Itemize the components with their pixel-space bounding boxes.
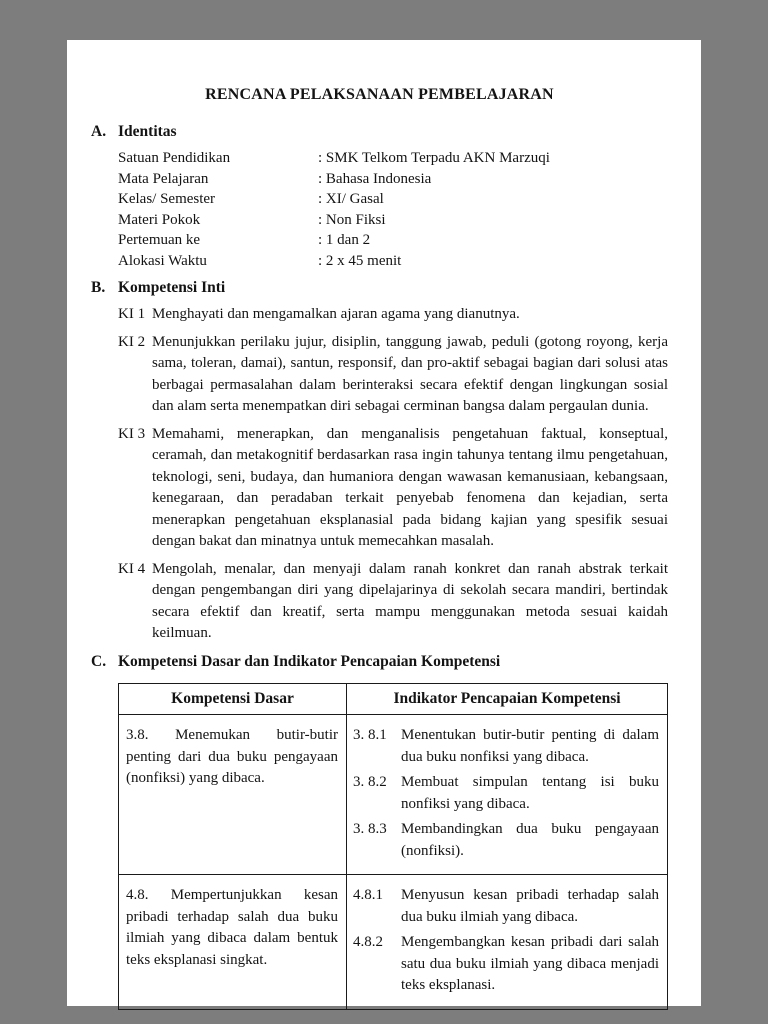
table-row: [119, 875, 668, 1010]
kd-indikator-table: [118, 683, 668, 1010]
ki-code: KI 2: [118, 333, 146, 350]
identitas-value: : Bahasa Indonesia: [318, 170, 432, 187]
indikator-cell: [347, 715, 668, 875]
identitas-row: [118, 251, 668, 272]
indikator-code: 3. 8.2: [353, 774, 387, 790]
identitas-row: [118, 169, 668, 190]
section-heading-kompetensi-dasar: [91, 651, 668, 673]
document-title: RENCANA PELAKSANAAN PEMBELAJARAN: [205, 86, 554, 103]
kd-cell: 4.8. Mempertunjukkan kesan pribadi terhadap salah dua buku ilmiah yang dibaca dalam bentuk teks eksplanasi singkat.: [119, 875, 347, 1010]
indikator-code: 4.8.1: [353, 887, 383, 903]
identitas-label: Satuan Pendidikan: [118, 150, 231, 167]
ki-item: [118, 424, 668, 553]
section-letter: B.: [91, 279, 106, 297]
identitas-value: : XI/ Gasal: [318, 191, 384, 208]
identitas-row: [118, 230, 668, 251]
identitas-label: Mata Pelajaran: [118, 170, 209, 187]
identitas-label: Pertemuan ke: [118, 232, 201, 249]
kd-cell: 3.8. Menemukan butir-butir penting dari dua buku pengayaan (nonfiksi) yang dibaca.: [119, 715, 347, 875]
indikator-text: Menentukan butir-butir penting di dalam dua buku nonfiksi yang dibaca.: [401, 727, 659, 765]
section-letter: C.: [91, 652, 107, 670]
ki-text: Menghayati dan mengamalkan ajaran agama yang dianutnya.: [152, 306, 520, 323]
table-header-row: [119, 683, 668, 714]
identitas-row: [118, 148, 668, 169]
ki-text: Menunjukkan perilaku jujur, disiplin, tanggung jawab, peduli (gotong royong, kerja sama, toleran, damai), santun, responsif, dan pro-aktif sebagai bagian dari solusi atas berbagai permasalahan dalam berinteraksi secara efektif dengan lingkungan sosial dan alam serta menempatkan diri sebagai cerminan bangsa dalam pergaulan dunia.: [152, 333, 668, 415]
ki-code: KI 4: [118, 560, 146, 577]
identitas-label: Materi Pokok: [118, 211, 201, 228]
section-title: Kompetensi Inti: [118, 279, 226, 297]
table-row: [119, 715, 668, 875]
identitas-value: : SMK Telkom Terpadu AKN Marzuqi: [318, 150, 550, 167]
table-header-kompetensi-dasar: Kompetensi Dasar: [119, 683, 347, 714]
table-header-indikator: Indikator Pencapaian Kompetensi: [347, 683, 668, 714]
ki-code: KI 1: [118, 306, 146, 323]
ki-item: [118, 304, 668, 326]
identitas-label: Alokasi Waktu: [118, 252, 207, 269]
ki-text: Memahami, menerapkan, dan menganalisis pengetahuan faktual, konseptual, ceramah, dan metakognitif berdasarkan rasa ingin tahunya tentang ilmu pengetahuan, teknologi, seni, budaya, dan humaniora dengan wawasan kemanusiaan, kebangsaan, kenegaraan, dan peradaban terkait penyebab fenomena dan kejadian, serta menerapkan pengetahuan eksplanasial pada bidang kajian yang spesifik sesuai dengan bakat dan minatnya untuk memecahkan masalah.: [152, 425, 668, 550]
indikator-cell: [347, 875, 668, 1010]
indikator-item: [353, 725, 659, 768]
identitas-row: [118, 210, 668, 231]
kompetensi-inti-list: [118, 304, 668, 645]
identitas-value: : 1 dan 2: [318, 232, 371, 249]
identitas-value: : 2 x 45 menit: [318, 252, 402, 269]
indikator-item: [353, 885, 659, 928]
section-heading-kompetensi-inti: [91, 277, 668, 299]
indikator-code: 3. 8.1: [353, 727, 387, 743]
identitas-label: Kelas/ Semester: [118, 191, 216, 208]
indikator-code: 3. 8.3: [353, 821, 387, 837]
ki-text: Mengolah, menalar, dan menyaji dalam ranah konkret dan ranah abstrak terkait dengan pengembangan diri yang dipelajarinya di sekolah secara mandiri, bertindak secara efektif dan kreatif, serta mampu menggunakan metoda sesuai kaidah keilmuan.: [152, 560, 668, 642]
indikator-item: [353, 932, 659, 997]
indikator-item: [353, 819, 659, 862]
section-title: Identitas: [118, 122, 177, 140]
ki-item: [118, 559, 668, 645]
indikator-text: Mengembangkan kesan pribadi dari salah satu dua buku ilmiah yang dibaca menjadi teks eksplanasi.: [401, 934, 659, 993]
ki-code: KI 3: [118, 425, 146, 442]
identitas-value: : Non Fiksi: [318, 211, 386, 228]
identitas-list: [118, 148, 668, 271]
identitas-row: [118, 189, 668, 210]
indikator-item: [353, 772, 659, 815]
section-letter: A.: [91, 122, 107, 140]
ki-item: [118, 332, 668, 418]
document-page: [67, 40, 701, 1006]
section-heading-identitas: [91, 121, 668, 143]
section-title: Kompetensi Dasar dan Indikator Pencapaian Kompetensi: [118, 652, 501, 670]
indikator-text: Membandingkan dua buku pengayaan (nonfiksi).: [401, 821, 659, 859]
indikator-text: Membuat simpulan tentang isi buku nonfiksi yang dibaca.: [401, 774, 659, 812]
indikator-text: Menyusun kesan pribadi terhadap salah dua buku ilmiah yang dibaca.: [401, 887, 659, 925]
indikator-code: 4.8.2: [353, 934, 383, 950]
